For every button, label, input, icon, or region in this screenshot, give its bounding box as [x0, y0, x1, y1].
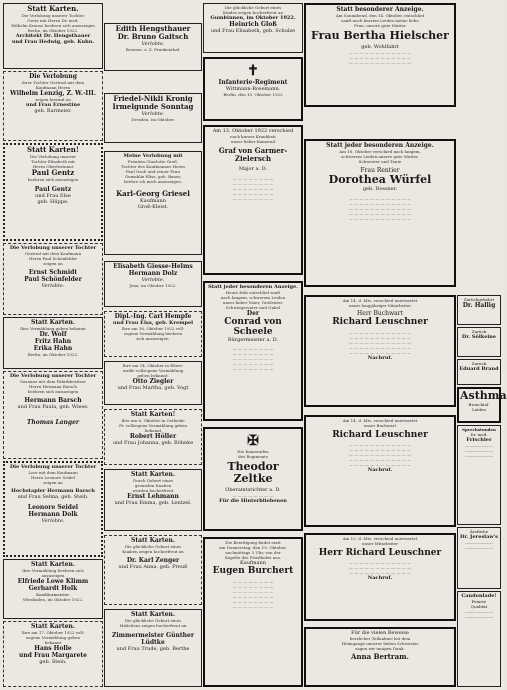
- ad-text: beehre ich mich anzuzeigen.: [123, 179, 183, 184]
- announcement: [3, 243, 103, 315]
- death-notice: Am 13. Oktober 1922 verschied nach kurzer Krankheit unser lieber Kamerad Graf von Garmer-Zielersch Major a. D. — — — — — — — — — — — — — — — — — — — — — — — — — — — — — — — — — — — — — — — —: [203, 125, 303, 275]
- ad-text: schwerem Leiden unsere gute Mutter,: [341, 154, 419, 159]
- ad-text: beehren sich anzuzeigen: [27, 177, 79, 182]
- ad-text: unser Mitarbeiter: [361, 541, 399, 546]
- ad-text: Berlin, im Oktober 1922.: [27, 28, 79, 33]
- ad-text: unser langjähriger Mitarbeiter: [348, 303, 412, 308]
- cross-icon: ✝: [247, 63, 259, 79]
- ad-name: Conrad von Scheele: [224, 317, 282, 337]
- ad-title: Statt Karten.: [131, 471, 175, 478]
- ad-name: und Frau Anna, geb. Preuß: [118, 564, 188, 570]
- ad-text: ihrer Tochter Gertrud mit dem: [21, 80, 85, 85]
- ad-text: Am 13. d. Mts. verschied unerwartet: [342, 536, 418, 541]
- ad-name: Eugen Burchert: [212, 566, 294, 576]
- ad-name: geb. Stein.: [39, 659, 67, 665]
- ad-name: Irmelgunde Sonntag: [112, 102, 194, 111]
- death-notice: [203, 57, 303, 121]
- ad-text: unser lieber Vater, Großvater,: [222, 300, 284, 305]
- ad-text: Am 14. d. Mts. verschied unerwartet: [342, 298, 418, 303]
- ad-name: geb. Wohlfahrt: [361, 44, 399, 50]
- death-notice: Die Beerdigung findet statt am Donnerstag, den 19. Oktober, nachmittags 3 Uhr, von der Kapelle des Friedhofes aus. Kaufmann Eugen Burchert — — — — — — — — — — — — — — — — — — — — — — — — — — — — — — — — — — — — — — — — — — — — — — — —: [203, 537, 303, 687]
- ad-tag: Verlobte.: [141, 41, 165, 47]
- ad-name: geb. Hüppe.: [37, 199, 69, 205]
- ad-name: Ernst Schmidt: [28, 269, 78, 276]
- ad-footer: Dresden, im Oktober.: [131, 117, 175, 122]
- ad-text: unser Buchwart: [363, 423, 397, 428]
- ad-title: Statt Karten.: [131, 611, 175, 618]
- ad-text: Qualität: [470, 604, 488, 609]
- ad-text: Durch Geburt eines: [133, 478, 173, 483]
- ad-name: Paul Schönfelder: [24, 276, 82, 283]
- ad-name: und Frau Emma, geb. Lentzel.: [114, 500, 192, 506]
- thanks-notice: [304, 627, 456, 687]
- announcement: [104, 93, 202, 143]
- ad-text: Kaufmann Herrn: [35, 85, 71, 90]
- announcement: [3, 559, 103, 619]
- small-ad: [457, 295, 501, 325]
- obituary: Am 13. d. Mts. verschied unerwartet unser Mitarbeiter Herr Richard Leuschner — — — — — — — — — — — — — — — — — — — — — — — — — — — — — — — — — — — — Nachruf.: [304, 533, 456, 621]
- ad-text: Ihre am 16. Oktober 1922 voll-: [121, 326, 185, 331]
- obituary: Am 14. d. Mts. verschied unerwartet unser langjähriger Mitarbeiter Herr Buchwart Richard Leuschner — — — — — — — — — — — — — — — — — — — — — — — — — — — — — — — — — — — — — — — — — — — — — — — — — — — — — — — — — — — — Nachruf.: [304, 295, 456, 407]
- ad-text: Pr. vollzogene Vermählung geben: [119, 423, 187, 428]
- ad-name: Robert Höller: [129, 433, 177, 440]
- ad-text: Feinste: [471, 599, 487, 604]
- ad-name: Dr. Karl Zenger: [126, 557, 180, 564]
- ad-text: anzuzeigen: [41, 573, 65, 578]
- ad-name: Dr. Hallig: [462, 302, 496, 309]
- ad-text: gesunden Knaben: [134, 483, 172, 488]
- announcement: [3, 461, 103, 557]
- ad-text: zogene Vermählung beehren: [123, 331, 183, 336]
- ad-text: Am 16. Oktober verschied nach langem,: [339, 149, 421, 154]
- ad-text: Frischler: [466, 437, 492, 443]
- ad-title: Meine Verlobung mit: [123, 153, 183, 159]
- ad-text: geben bekannt.: [137, 373, 169, 378]
- ad-name: Eduard Brand: [459, 366, 499, 372]
- ad-text: sanft nach kurzem Leiden meine liebe: [341, 18, 419, 23]
- ad-text: Knaben zeigen hocherfreut an: [122, 549, 184, 554]
- ad-text: Ihre am 14. Oktober in Ebers-: [122, 363, 184, 368]
- ad-title: Am 13. Oktober 1922 verschied: [212, 128, 294, 134]
- ad-text: Die glückliche Geburt eines: [224, 5, 282, 10]
- ad-name: Verlobte.: [41, 283, 65, 289]
- ad-text: zeigen an: [43, 480, 63, 485]
- ad-text: Herrn Leonore Seidel: [30, 475, 76, 480]
- column-4: [304, 3, 456, 687]
- ad-name: und Frau Margarete: [18, 652, 87, 659]
- ad-text: Paul Groß und seiner Frau: [126, 169, 180, 174]
- ad-title: Candonlade!: [461, 593, 497, 599]
- ad-name: Dr. Wolf: [39, 331, 67, 338]
- ad-name: Verlobte.: [41, 518, 65, 524]
- ad-text: Bronchial-: [468, 402, 490, 407]
- ad-title: Statt Karten.: [31, 319, 75, 326]
- death-notice: ✠ Die Kameraden des Regiments Theodor Zeltke Oberamtsrichter a. D. — — — — — — — — Für die Hinterbliebenen: [203, 427, 303, 531]
- column-2: [104, 3, 202, 687]
- ad-text: Susanne mit dem Fabrikbesitzer: [20, 379, 86, 384]
- ad-text: am Donnerstag, den 19. Oktober,: [219, 545, 287, 550]
- ad-tag: Verlobte.: [141, 277, 165, 283]
- death-notice: Statt jeder besonderen Anzeige. Heute früh entschlief sanft nach langem, schwerem Leiden unser lieber Vater, Großvater, Schwiegervater und Onkel Der Conrad von Scheele Bürgermeister a. D. — — — — — — — — — — — — — — — — — — — — — — — — — — — — — — — — — — — — — — — —: [203, 281, 303, 421]
- column-3: [203, 3, 303, 687]
- announcement: [3, 621, 103, 687]
- ad-subtitle: Oberamtsrichter a. D.: [225, 487, 281, 493]
- ad-text: bekannt: [44, 640, 62, 645]
- ad-text: Am 14. d. Mts. verschied unerwartet: [342, 418, 418, 423]
- ad-name: geb. Barmeier.: [34, 108, 72, 114]
- ad-name: und Frau Else: [35, 193, 71, 199]
- ad-title: Gumbinnen, im Oktober 1922.: [210, 15, 296, 21]
- ad-text: Herrn Paul Schönfelder: [28, 256, 78, 261]
- ad-title: Die Beerdigung findet statt: [225, 540, 281, 545]
- small-ad: Candonlade! Feinste Qualität ——————— ———————: [457, 591, 501, 687]
- ad-name: Paul Gentz: [34, 186, 72, 193]
- ad-title: Statt besonderer Anzeige.: [336, 6, 424, 13]
- ad-name: Edith Hengsthauer: [115, 24, 191, 33]
- ad-text: Ihre Vermählung beehren sich: [22, 568, 84, 573]
- ad-text: Mädchens zeigen hocherfreut an: [119, 623, 187, 628]
- ad-name: Architekt Dr. Hengsthauer: [15, 33, 91, 39]
- ad-name: Dorothea Würfel: [328, 173, 432, 186]
- ad-text: Die Verlobung unserer: [30, 154, 76, 159]
- ad-text: Dr. med.: [470, 432, 488, 437]
- ad-name: Herr Richard Leuschner: [318, 548, 442, 558]
- ad-title: Die Verlobung unserer Tochter: [9, 464, 97, 470]
- ad-title: Statt Karten.: [27, 4, 79, 13]
- ad-name: und Frau Ernestine: [25, 102, 81, 108]
- ad-title: Die Verlobung: [29, 73, 77, 80]
- death-notice: Statt jeder besonderen Anzeige. Am 16. Oktober verschied nach langem, schwerem Leiden unsere gute Mutter, Schwester und Tante Frau Rentier Dorothea Würfel geb. Dossner. — — — — — — — — — — — — — — — — — — — — — — — — — — — — — — — — — — — — — — — — — — — — — — — — — — — — — — — — — — — —: [304, 139, 456, 287]
- ad-name: Fritz Hahn: [34, 338, 72, 345]
- ad-title: Statt Karten!: [130, 411, 176, 418]
- ad-name: und Frau Johanna, geb. Böhnke: [112, 440, 194, 446]
- ad-text: Leiden: [472, 407, 486, 412]
- ad-title: Nachruf.: [367, 575, 393, 581]
- ad-name: Herr Buchwart: [357, 310, 403, 317]
- ad-name: Hermann Barsch: [24, 397, 82, 404]
- ad-title: Die Verlobung unserer Tochter: [9, 245, 97, 251]
- ad-text: Die Kameraden: [237, 449, 269, 454]
- ad-name: Frau Bertha Hielscher: [311, 29, 449, 42]
- announcement: [104, 261, 202, 307]
- ad-text: nachmittags 3 Uhr, von der: [225, 550, 281, 555]
- ad-text: Lore mit dem Kaufmann: [28, 470, 78, 475]
- small-ad: [457, 327, 501, 357]
- announcement: [3, 3, 103, 69]
- ad-name: Richard Leuschner: [332, 430, 428, 440]
- ad-text: zeigen hiermit an: [35, 97, 71, 102]
- ad-text: Tochter des Kaufmannes Herrn: [121, 164, 185, 169]
- ad-footer: Berlin, im Oktober 1922.: [27, 352, 79, 357]
- ad-name: Frau Rentier: [360, 167, 400, 174]
- ad-name: Erika Hahn: [33, 345, 73, 352]
- ad-name: und Frau Trude, geb. Berthe: [116, 646, 190, 652]
- ad-title: Asthma: [460, 389, 507, 402]
- ad-text: Die Verlobung unserer Tochter: [21, 13, 85, 18]
- ad-name: Anna Bertram.: [351, 652, 409, 661]
- ad-title: Für die vielen Beweise: [351, 630, 409, 636]
- ad-text: Herrn Hermann Barsch: [28, 384, 77, 389]
- ad-text: des Regiments: [238, 454, 268, 459]
- ad-text: Kapelle des Friedhofes aus.: [224, 555, 282, 560]
- ad-footer: Bremen. z. Z. Frankenthal.: [125, 47, 181, 52]
- ad-name: und Frau Paula, geb. Wiese.: [17, 404, 89, 410]
- small-ad: [457, 359, 501, 385]
- ad-name: Elisabeth Giesse-Helms: [113, 263, 193, 270]
- ad-name: Friedel-Nikli Kronig: [113, 94, 193, 103]
- ad-name: Wilhelm Lenzig, Z. W.-III.: [10, 90, 96, 97]
- ad-text: Herrn Oberleutnant: [32, 164, 74, 169]
- ad-text: Frau, unsere gute Mutter: [354, 23, 406, 28]
- ad-name: Hans Holle: [34, 645, 72, 652]
- ad-name: Dipl.-Ing. Carl Hempfe: [114, 313, 192, 320]
- announcement: [104, 311, 202, 357]
- ad-name: Graf von Garmer-Zielersch: [218, 146, 288, 163]
- ad-name: Richard Leuschner: [332, 317, 428, 327]
- ad-title: Nachruf.: [367, 355, 393, 361]
- ad-name: Elfriede Lowe Klimm: [17, 578, 89, 585]
- ad-name: Groß-Kleist.: [137, 204, 169, 210]
- announcement: [104, 409, 202, 465]
- ad-name: Thomas Langer: [26, 419, 80, 426]
- announcement: [104, 469, 202, 531]
- ad-title: Infanterie-Regiment: [218, 79, 288, 86]
- ad-title: Nachruf.: [367, 467, 393, 473]
- ad-name: Dr. Sölkeine: [461, 334, 497, 340]
- ad-footer: Jena, im Oktober 1922.: [129, 283, 177, 288]
- ad-text: sich anzuzeigen.: [136, 336, 170, 341]
- ad-subtitle: Wittmann-Rosemann.: [225, 86, 281, 92]
- small-ad: Ärztliche Dr. Jereslaw's ——————— ———————: [457, 527, 501, 589]
- ad-name: Konditormeister.: [36, 592, 70, 597]
- ad-name: Gerhardt Holk: [28, 585, 78, 592]
- ad-title: Sprechstunden: [462, 427, 496, 432]
- ad-title: Statt Karten!: [27, 145, 79, 154]
- ad-name: und Frau Elisabeth, geb. Schulze: [210, 28, 296, 34]
- announcement: [104, 361, 202, 405]
- ad-text: Heimgange unserer lieben Schwester: [341, 641, 419, 646]
- ad-name: und Frau Selma, geb. Steib.: [17, 494, 89, 500]
- announcement: [3, 143, 103, 241]
- announcement: [203, 3, 303, 53]
- ad-text: zeigen an: [43, 261, 63, 266]
- ad-name: Dr. Bruno Gaitsch: [117, 32, 189, 41]
- ad-title: Zurück: [471, 329, 487, 334]
- iron-cross-icon: ✠: [247, 433, 259, 449]
- ad-name: Paul Gentz: [31, 168, 75, 177]
- ad-text: unser lieber Kamerad: [230, 139, 276, 144]
- ad-tag: Verlobte.: [141, 111, 165, 117]
- ad-name: Ernst Lehmann: [127, 493, 179, 500]
- ad-text: beehren sich anzuzeigen: [27, 389, 79, 394]
- small-ad: Sprechstunden Dr. med. Frischler ——————— ——————— ———————: [457, 425, 501, 525]
- ad-text: Kindes zeigen hocherfreut an: [223, 10, 283, 15]
- ad-name: Hochstapler Hermann Barsch: [11, 488, 95, 494]
- ad-name: Theodor Zeltke: [227, 460, 279, 485]
- ad-title: Die Verlobung unserer Tochter: [9, 373, 97, 379]
- ad-text: Gemahlin Elise, geb. Bauer,: [124, 174, 182, 179]
- column-5: [457, 3, 507, 687]
- ad-name: Kaufmann: [240, 560, 266, 566]
- ad-name: und Frau Martha, geb. Vogt: [117, 385, 189, 391]
- ad-text: Heute früh entschlief sanft: [225, 290, 281, 295]
- ad-text: Wilhelm Krause beehren sich anzuzeigen: [11, 23, 95, 28]
- ad-title: Statt jeder besonderen Anzeige.: [326, 142, 434, 149]
- ad-text: sagen wir innigen Dank.: [355, 646, 405, 651]
- announcement: [104, 23, 202, 71]
- small-ad: [457, 387, 507, 423]
- ad-name: und Frau Hedwig, geb. Kuhn.: [11, 39, 95, 45]
- ad-text: Ihre Vermählung geben bekannt: [20, 326, 86, 331]
- obituary: Am 14. d. Mts. verschied unerwartet unser Buchwart Richard Leuschner — — — — — — — — — — — — — — — — — — — — — — — — — — — — — — — — — — — — — — — — — — — — — — — — — — — — — — — — — — — — Nachruf.: [304, 415, 456, 527]
- ad-name: Leonore Seidel: [27, 504, 79, 511]
- ad-text: bekannt: [144, 428, 162, 433]
- ad-title: Statt Karten.: [31, 561, 75, 568]
- announcement: [104, 535, 202, 605]
- column-1: [3, 3, 103, 687]
- ad-title: Statt jeder besonderen Anzeige.: [208, 284, 298, 290]
- ad-title: Statt Karten.: [131, 537, 175, 544]
- ad-text: Grete mit Herrn Dr. med.: [27, 18, 79, 23]
- ad-footer: Wiesbaden, im Oktober 1922.: [22, 597, 84, 602]
- announcement: [104, 151, 202, 255]
- ad-text: wurden hocherfreut: [132, 488, 174, 493]
- ad-name: Heinrich Gloß: [229, 21, 277, 28]
- ad-text: Für die Hinterbliebenen: [219, 498, 287, 504]
- ad-name: geb. Dossner.: [362, 186, 398, 192]
- ad-name: Bürgermeister a. D.: [227, 337, 279, 343]
- ad-title: Ärztliche: [469, 529, 489, 534]
- ad-text: zogene Vermählung geben: [26, 635, 80, 640]
- ad-text: Am Sonnabend, den 14. Oktober, entschlief: [335, 13, 425, 18]
- announcement: [3, 317, 103, 369]
- ad-title: Statt Karten.: [31, 623, 75, 630]
- ad-text: Ihre am 6. Oktober in Ostheide: [121, 418, 185, 423]
- ad-name: Otto Ziegler: [132, 378, 174, 385]
- ad-name: Dr. Jereslaw's: [460, 534, 498, 540]
- announcement: [3, 71, 103, 141]
- ad-text: Gertrud mit dem Kaufmann: [24, 251, 82, 256]
- ad-text: Die glückliche Geburt eines: [124, 618, 182, 623]
- ad-name: Major a. D.: [238, 166, 268, 172]
- ad-name: Zimmermeister Günther Lüdtke: [112, 632, 194, 646]
- ad-text: Ihre am 17. Oktober 1922 voll-: [21, 630, 85, 635]
- ad-name: Hermann Dolk: [28, 511, 78, 518]
- ad-text: herzlicher Teilnahme bei dem: [349, 636, 411, 641]
- ad-name: Karl-Georg Griesel: [116, 189, 190, 198]
- ad-text: Fräulein Charlotte Groß,: [127, 159, 179, 164]
- ad-text: walde vollzogene Vermählung: [122, 368, 184, 373]
- ad-name: Kaufmann: [140, 198, 166, 204]
- ad-text: nach langem, schwerem Leiden: [220, 295, 286, 300]
- death-notice: Statt besonderer Anzeige. Am Sonnabend, den 14. Oktober, entschlief sanft nach kurzem Leiden meine liebe Frau, unsere gute Mutter Frau Bertha Hielscher geb. Wohlfahrt — — — — — — — — — — — — — — — — — — — — — — — — — — — — — — — — — — — —: [304, 3, 456, 107]
- ad-text: nach kurzer Krankheit: [230, 134, 276, 139]
- ad-text: Schwester und Tante: [358, 159, 402, 164]
- ad-name: Hermann Dolz: [128, 270, 178, 277]
- ad-text: Die glückliche Geburt eines: [124, 544, 182, 549]
- ad-name: Der: [246, 310, 260, 317]
- ad-title: Zurück: [471, 361, 487, 366]
- ad-title: Zurückgekehrt: [463, 297, 495, 302]
- ad-name: und Frau Elsa, geb. Krempel: [112, 320, 194, 326]
- ad-text: Schwiegervater und Onkel: [225, 305, 281, 310]
- announcement: Die Verlobung unserer Tochter Susanne mit dem Fabrikbesitzer Herrn Hermann Barsch beehren sich anzuzeigen Hermann Barsch und Frau Paula, geb. Wiese. · · · · · · · · · · · Thomas Langer: [3, 371, 103, 459]
- ad-text: Berlin, den 15. Oktober 1922: [223, 92, 283, 97]
- announcement: [104, 609, 202, 687]
- ad-text: Tochter Elisabeth mit: [31, 159, 75, 164]
